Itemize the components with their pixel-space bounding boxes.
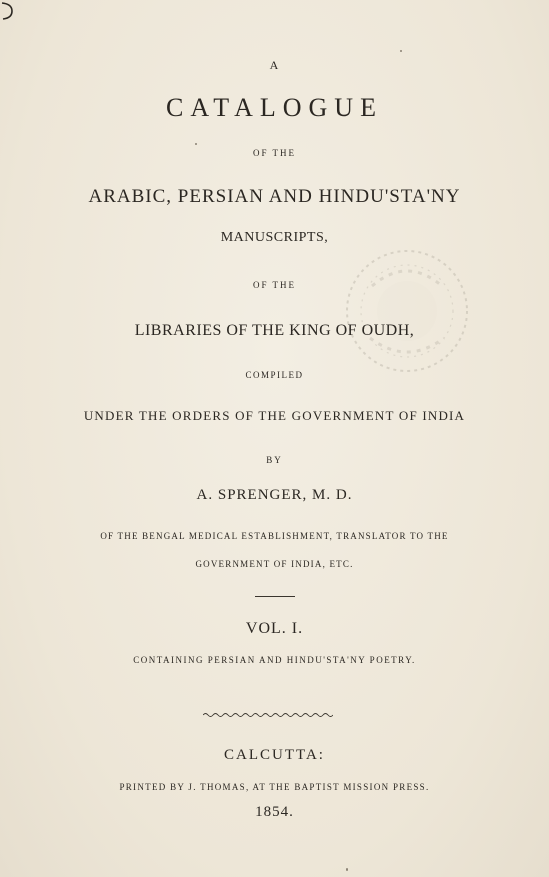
paper-speck <box>400 50 402 52</box>
manuscripts-line: MANUSCRIPTS, <box>220 230 329 245</box>
paper-speck <box>195 143 197 145</box>
year-line: 1854. <box>255 804 294 820</box>
of-the-line-2: OF THE <box>252 280 297 290</box>
contents-line: CONTAINING PERSIAN AND HINDU'STA'NY POETRY. <box>133 655 416 665</box>
divider-rule <box>255 596 295 597</box>
title-article: A <box>269 58 280 72</box>
printer-line: PRINTED BY J. THOMAS, AT THE BAPTIST MISSION PRESS. <box>119 782 430 792</box>
subject-line: ARABIC, PERSIAN AND HINDU'STA'NY <box>88 186 461 207</box>
under-orders-line: UNDER THE ORDERS OF THE GOVERNMENT OF INDIA <box>83 408 466 423</box>
volume-line: VOL. I. <box>245 620 304 637</box>
libraries-line: LIBRARIES OF THE KING OF OUDH, <box>134 322 415 339</box>
of-the-line-1: OF THE <box>252 148 297 158</box>
affiliation-line-1: OF THE BENGAL MEDICAL ESTABLISHMENT, TRANSLATOR TO THE <box>100 531 449 541</box>
title-catalogue: CATALOGUE <box>166 93 383 122</box>
corner-mark-icon <box>0 0 18 22</box>
by-line: BY <box>266 455 283 465</box>
affiliation-line-2: GOVERNMENT OF INDIA, ETC. <box>195 559 354 569</box>
paper-speck <box>346 868 348 871</box>
library-stamp-icon <box>342 246 472 376</box>
compiled-line: COMPILED <box>245 370 304 380</box>
place-line: CALCUTTA: <box>224 747 325 763</box>
author-name: A. SPRENGER, M. D. <box>196 487 353 503</box>
wavy-ornament <box>203 712 333 718</box>
